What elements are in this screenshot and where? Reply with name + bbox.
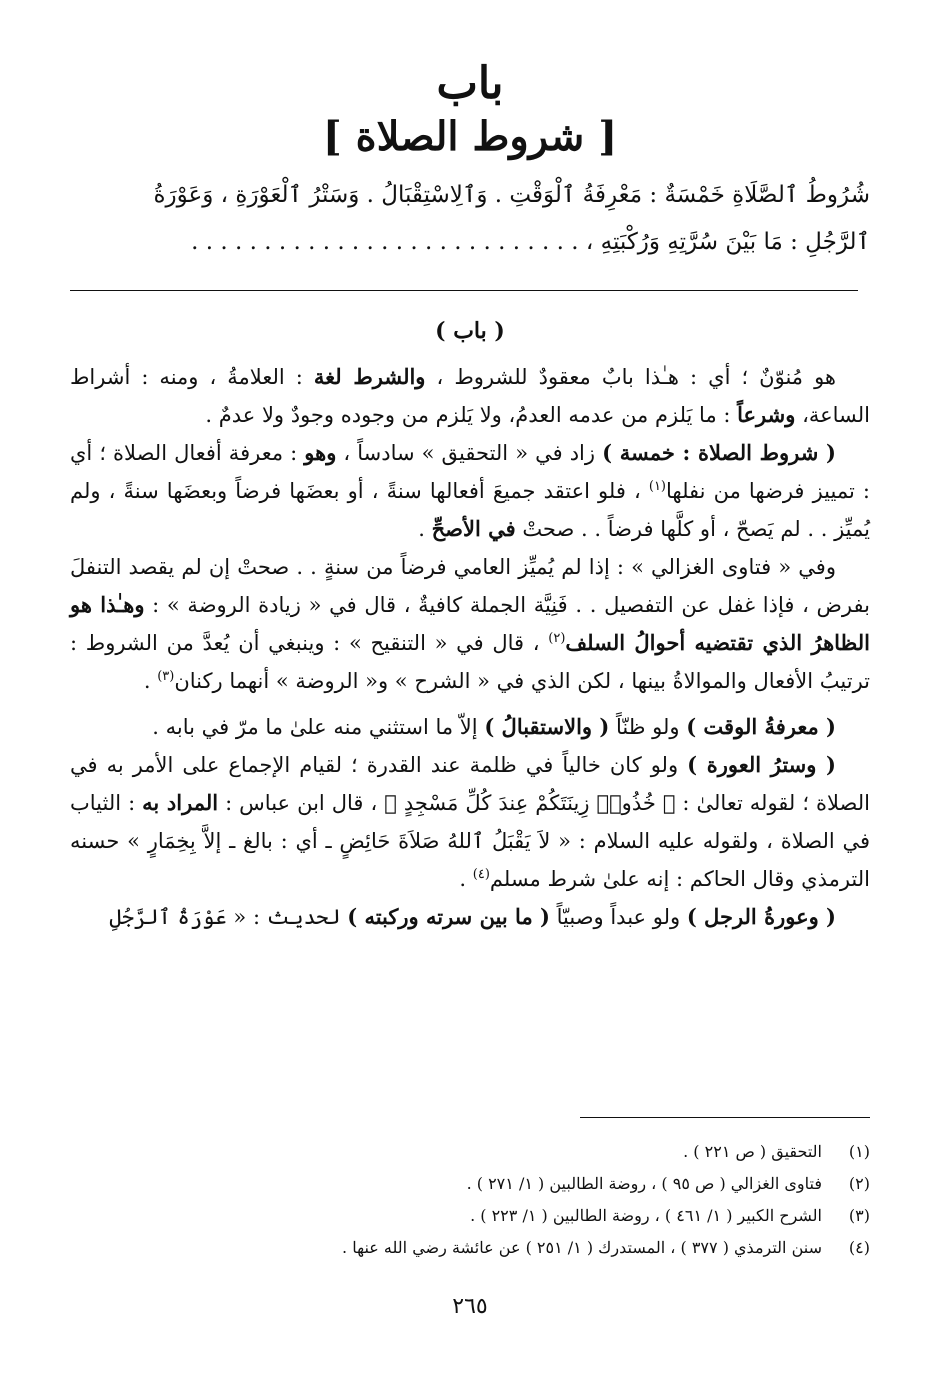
book-page	[70, 0, 870, 1376]
matn-divider	[70, 290, 858, 291]
section-heading: ( باب )	[435, 318, 505, 344]
chapter-label: باب	[436, 58, 504, 109]
footnote-ref-2[interactable]: (٢)	[548, 631, 566, 646]
commentary-paragraph-4: ( معرفةُ الوقت ) ولو ظنّاً ( والاستقبالُ ) إلاّ ما استثني منه علىٰ ما مرّ في بابه .	[152, 714, 836, 739]
footnote-ref-1[interactable]: (١)	[648, 479, 666, 494]
footnote-number: (٤)	[848, 1238, 870, 1257]
footnote-text: الشرح الكبير ( ١/ ٤٦١ ) ، روضة الطالبين ( ١/ ٢٢٣ ) .	[470, 1206, 822, 1225]
chapter-title: [ شروط الصلاة ]	[322, 113, 618, 160]
footnote-2	[70, 1168, 870, 1200]
commentary-paragraph-3: وفي « فتاوى الغزالي » : إذا لم يُميِّز العامي فرضاً من سنةٍ . . صحتْ إن لم يقصد التنفلَ بفرض ، فإذا غفل عن التفصيل . . فَنِيَّة الجملة كافيةٌ ، قال في « زيادة الروضة » : وهـٰذا هو الظاهرُ الذي تقتضيه أحوالُ السلف$^{(٢)}$ ، قال في « التنقيح » : وينبغي أن يُعدَّ من الشروط : ترتيبُ الأفعال والموالاةُ بينها ، لكن الذي في « الشرح » و« الروضة » أنهما ركنان$^{(٣)}$ .	[70, 555, 870, 693]
footnote-4	[70, 1232, 870, 1264]
footnote-1	[70, 1136, 870, 1168]
commentary-paragraph-6: ( وعورةُ الرجل ) ولو عبداً وصبيّاً ( ما بين سرته وركبته ) لحديث : « عَوْرَةُ ٱلرَّجُلِ	[109, 904, 836, 929]
footnote-number: (٣)	[848, 1206, 870, 1225]
page-number: ٢٦٥	[452, 1294, 488, 1319]
footnote-3	[70, 1200, 870, 1232]
footnotes	[70, 1136, 870, 1264]
matn-line-2: ٱلرَّجُلِ : مَا بَيْنَ سُرَّتِهِ وَرُكْبَتِهِ ، . . . . . . . . . . . . . . . . . . . . . . . . . . .	[191, 229, 870, 255]
commentary-paragraph-5: ( وسترُ العورة ) ولو كان خالياً في ظلمة عند القدرة ؛ لقيام الإجماع على الأمر به في الصلاة ؛ لقوله تعالىٰ : ﴿ خُذُوا۟ زِينَتَكُمْ عِندَ كُلِّ مَسْجِدٍ ﴾ ، قال ابن عباس : المراد به : الثياب في الصلاة ، ولقوله عليه السلام : « لاَ يَقْبَلُ ٱللهُ صَلاَةَ حَائِضٍ ـ أي : بالغ ـ إلاَّ بِخِمَارٍ » حسنه الترمذي وقال الحاكم : إنه علىٰ شرط مسلم$^{(٤)}$ .	[70, 752, 870, 891]
footnote-text: فتاوى الغزالي ( ص ٩٥ ) ، روضة الطالبين ( ١/ ٢٧١ ) .	[466, 1174, 822, 1193]
footnote-number: (٢)	[848, 1174, 870, 1193]
footnote-text: سنن الترمذي ( ٣٧٧ ) ، المستدرك ( ١/ ٢٥١ ) عن عائشة رضي الله عنها .	[342, 1238, 822, 1257]
matn-line-1: شُرُوطُ ٱلصَّلَاةِ خَمْسَةٌ : مَعْرِفَةُ ٱلْوَقْتِ . وَٱلِاسْتِقْبَالُ . وَسَتْرُ ٱلْعَوْرَةِ ، وَعَوْرَةُ	[153, 182, 870, 208]
commentary-paragraph-2: ( شروط الصلاة : خمسة ) زاد في « التحقيق » سادساً ، وهو : معرفة أفعال الصلاة ؛ أي : تمييز فرضها من نفلها$^{(١)}$ ، فلو اعتقد جميعَ أفعالها سنةً ، أو بعضَها فرضاً وبعضَها سنةً ، ولم يُميِّز . . لم يَصحّ ، أو كلَّها فرضاً . . صحتْ في الأصحِّ .	[70, 440, 870, 541]
commentary-body	[70, 358, 870, 936]
footnote-number: (١)	[848, 1142, 870, 1161]
footnote-text: التحقيق ( ص ٢٢١ ) .	[683, 1142, 822, 1161]
footnote-ref-3[interactable]: (٣)	[157, 669, 175, 684]
commentary-paragraph-1: هو مُنوّنٌ ؛ أي : هـٰذا بابٌ معقودٌ للشروط ، والشرط لغة : العلامةُ ، ومنه : أشراط الساعة، وشرعاً : ما يَلزم من عدمه العدمُ، ولا يَلزم من وجوده وجودٌ ولا عدمٌ .	[70, 364, 870, 427]
footnote-divider	[580, 1117, 870, 1118]
footnote-ref-4[interactable]: (٤)	[472, 867, 490, 882]
matn-text	[70, 172, 870, 266]
